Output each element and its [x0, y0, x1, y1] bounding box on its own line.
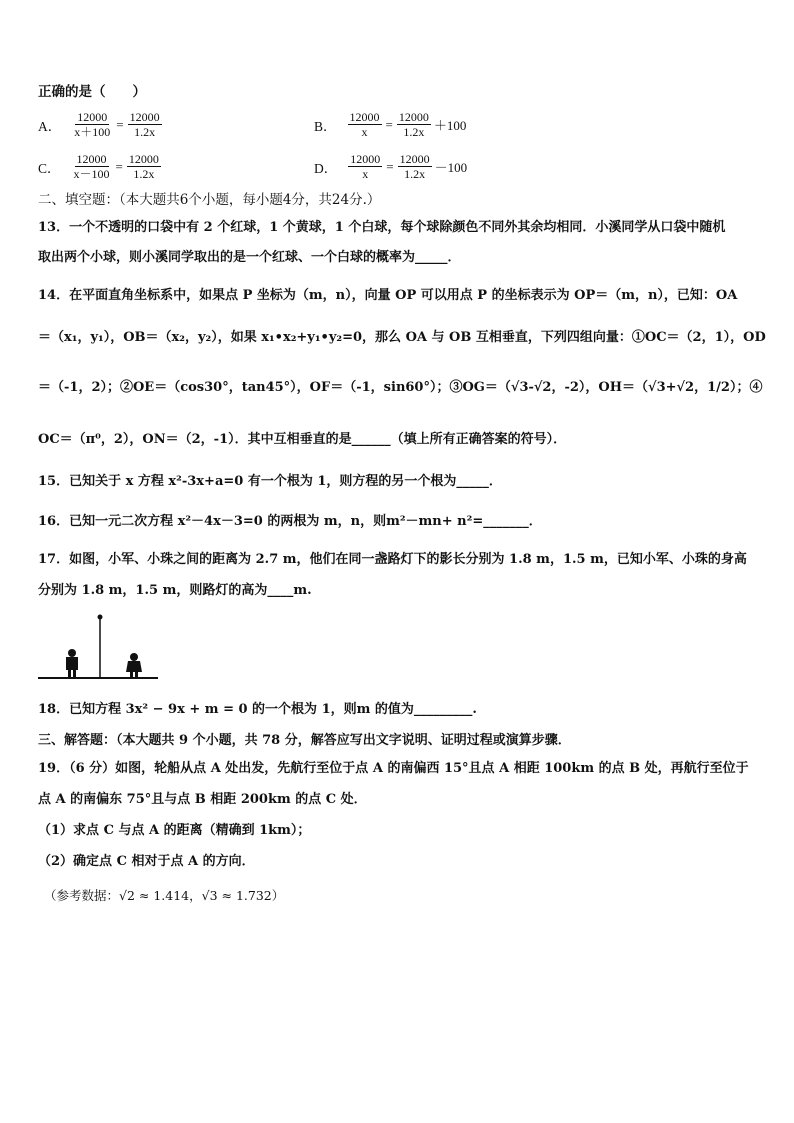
q19-line-2: 点 A 的南偏东 75°且与点 B 相距 200km 的点 C 处．: [38, 792, 367, 807]
section-2-heading: 二、填空题：（本大题共6个小题，每小题4分，共24分.）: [38, 192, 381, 208]
q17-line-2: 分别为 1.8 m，1.5 m，则路灯的高为____m.: [38, 583, 312, 598]
q12-option-d[interactable]: D． $\frac{12000}{x}$ = $\frac{12000}{1.2x}$ －100: [314, 152, 468, 181]
q14-line-1: 14．在平面直角坐标系中，如果点 P 坐标为（m，n），向量 OP 可以用点 P 的坐标表示为 OP＝（m，n），已知：OA: [38, 288, 738, 303]
fraction: $\frac{12000}{x+100}$: [74, 110, 111, 139]
q13-line-2: 取出两个小球，则小溪同学取出的是一个红球、一个白球的概率为_____．: [38, 250, 461, 265]
q18-text: 18．已知方程 3x² − 9x + m = 0 的一个根为 1，则m 的值为_________.: [38, 702, 477, 717]
fraction: $\frac{12000}{1.2x}$: [129, 110, 160, 139]
fraction: $\frac{12000}{1.2x}$: [399, 152, 430, 181]
fraction: $\frac{12000}{x}$: [349, 110, 380, 139]
fraction: $\frac{12000}{1.2x}$: [398, 110, 429, 139]
fraction: $\frac{12000}{x}$: [350, 152, 381, 181]
streetlight-figure: [38, 608, 168, 680]
fraction: $\frac{12000}{1.2x}$: [128, 152, 159, 181]
fraction: $\frac{12000}{x-100}$: [73, 152, 110, 181]
q12-prompt: 正确的是（ ）: [38, 84, 146, 100]
section-3-heading: 三、解答题：（本大题共 9 个小题，共 78 分，解答应写出文字说明、证明过程或演算步骤．: [38, 733, 571, 748]
q12-option-c[interactable]: C． $\frac{12000}{x-100}$ = $\frac{12000}{1.2x}$: [38, 152, 159, 181]
q16-text: 16．已知一元二次方程 x²－4x－3=0 的两根为 m，n，则m²－mn+ n²=_______．: [38, 514, 542, 529]
q19-part-2: （2）确定点 C 相对于点 A 的方向．: [38, 854, 255, 869]
person-xiaojun-icon: [66, 649, 78, 678]
q12-option-b[interactable]: B． $\frac{12000}{x}$ = $\frac{12000}{1.2x}$ ＋100: [314, 110, 467, 139]
q17-line-1: 17．如图，小军、小珠之间的距离为 2.7 m，他们在同一盏路灯下的影长分别为 1.8 m，1.5 m，已知小军、小珠的身高: [38, 552, 747, 567]
q12-option-a[interactable]: A． $\frac{12000}{x+100}$ = $\frac{12000}{1.2x}$: [38, 110, 160, 139]
q19-part-1: （1）求点 C 与点 A 的距离（精确到 1km）；: [38, 823, 311, 838]
q15-text: 15．已知关于 x 方程 x²-3x+a=0 有一个根为 1，则方程的另一个根为_____．: [38, 474, 502, 489]
q14-line-3: ＝（-1，2）；②OE＝（cos30°，tan45°），OF＝（-1，sin60°）；③OG＝（√3-√2，-2），OH＝（√3+√2，1/2）；④: [38, 380, 763, 395]
person-xiaozhu-icon: [126, 653, 142, 678]
q14-line-2: ＝（x₁，y₁），OB＝（x₂，y₂），如果 x₁•x₂+y₁•y₂=0，那么 OA 与 OB 互相垂直，下列四组向量：①OC＝（2，1），OD: [38, 330, 766, 345]
q19-reference-data: （参考数据：√2 ≈ 1.414，√3 ≈ 1.732）: [44, 888, 285, 903]
q19-line-1: 19．（6 分）如图，轮船从点 A 处出发，先航行至位于点 A 的南偏西 15°且点 A 相距 100km 的点 B 处，再航行至位于: [38, 761, 749, 776]
q14-line-4: OC＝（π⁰，2），ON＝（2，-1）．其中互相垂直的是______（填上所有正确答案的符号）．: [38, 432, 567, 447]
q13-line-1: 13．一个不透明的口袋中有 2 个红球，1 个黄球，1 个白球，每个球除颜色不同外其余均相同．小溪同学从口袋中随机: [38, 220, 726, 235]
lamp-icon: [98, 615, 103, 620]
